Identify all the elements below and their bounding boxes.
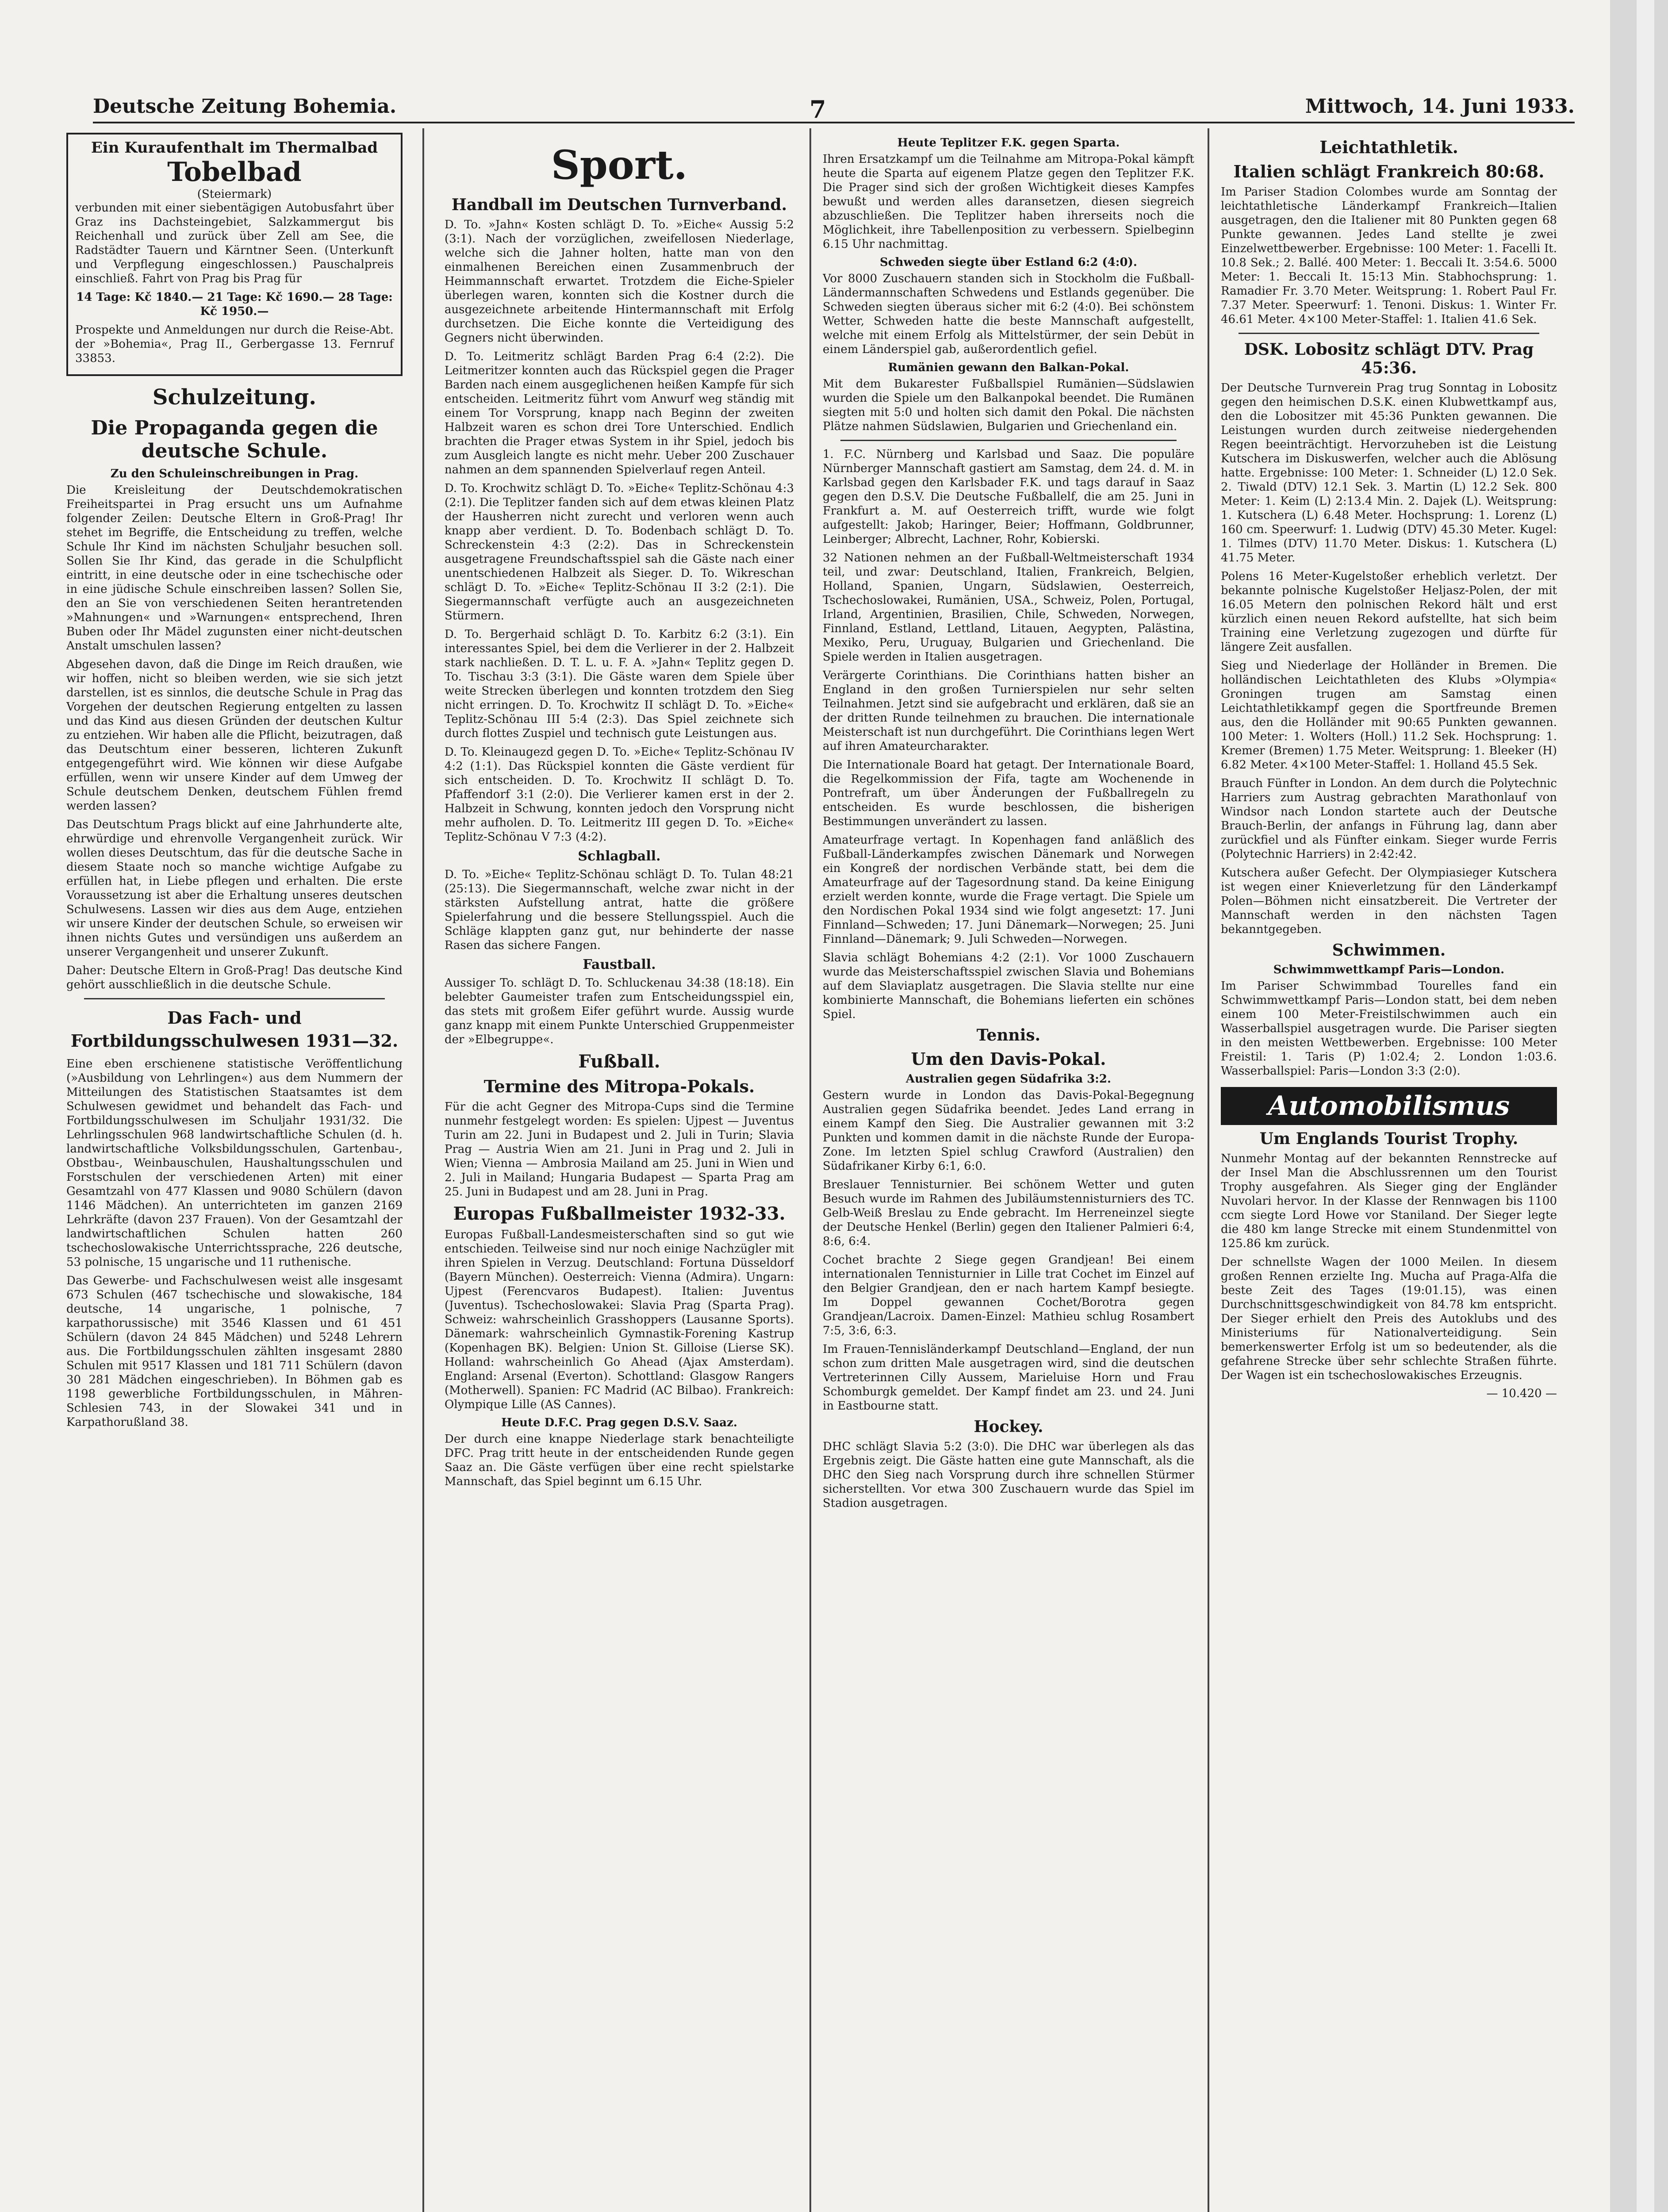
article-paragraph: Breslauer Tennisturnier. Bei schönem Wetter und guten Besuch wurde im Rahmen des Jubiläumstennisturniers des TC. Gelb-Weiß Breslau zu Ende gebracht. Im Herreneinzel siegte der Deutsche Henkel (Berlin) gegen den Italiener Palmieri 6:4, 8:6, 6:4.	[823, 1178, 1194, 1248]
ad-contact: Prospekte und Anmeldungen nur durch die Reise-Abt. der »Bohemia«, Prag II., Gerbergasse 13. Fernruf 33853.	[75, 323, 394, 365]
headline-davis-pokal: Um den Davis-Pokal.	[911, 1049, 1106, 1069]
column-rule	[1208, 128, 1209, 2212]
article-paragraph: Slavia schlägt Bohemians 4:2 (2:1). Vor 1000 Zuschauern wurde das Meisterschaftsspiel zwischen Slavia und Bohemians auf dem Slaviaplatz ausgetragen. Die Slavia stellte nur eine kombinierte Mannschaft, die Bohemians lieferten ein schönes Spiel.	[823, 951, 1194, 1021]
article-paragraph: D. To. Kleinaugezd gegen D. To. »Eiche« Teplitz-Schönau IV 4:2 (1:1). Das Rückspiel konnten die Gäste verdient für sich entscheiden. D. To. Krochwitz II schlägt D. To. Pfaffendorf 3:1 (2:0). Die Verlierer kamen erst in der 2. Halbzeit in Schwung, konnten jedoch den Vorsprung nicht mehr aufholen. D. To. Leitmeritz III gegen D. To. »Eiche« Teplitz-Schönau V 7:3 (4:2).	[445, 745, 794, 844]
article-paragraph: Ihren Ersatzkampf um die Teilnahme am Mitropa-Pokal kämpft heute die Sparta auf eigenem Platze gegen den Teplitzer F.K. Die Prager sind sich der großen Wichtigkeit dieses Kampfes bewußt und werden alles daransetzen, diesen siegreich abzuschließen. Die Teplitzer haben ihrerseits noch die Möglichkeit, ihre Tabellenposition zu verbessern. Spielbeginn 6.15 Uhr nachmittag.	[823, 153, 1194, 251]
article-paragraph: Der durch eine knappe Niederlage stark benachteiligte DFC. Prag tritt heute in der entscheidenden Runde gegen Saaz an. Die Gäste verfügen über eine recht spielstarke Mannschaft, das Spiel beginnt um 6.15 Uhr.	[445, 1432, 794, 1488]
headline-propaganda: Die Propaganda gegen die deutsche Schule.	[91, 417, 378, 462]
heading-australien-suedafrika: Australien gegen Südafrika 3:2.	[905, 1072, 1112, 1086]
article-paragraph: Brauch Fünfter in London. An dem durch die Polytechnic Harriers zum Austrag gebrachten Marathonlauf von Windsor nach London startete auch der Deutsche Brauch-Berlin, der anfangs in Führung lag, dann aber zurückfiel und als Fünfter einkam. Sieger wurde Ferris (Polytechnic Harriers) in 2:42:42.	[1221, 777, 1557, 861]
article-paragraph: Der schnellste Wagen der 1000 Meilen. In diesem großen Rennen erzielte Ing. Mucha auf Praga-Alfa die beste Zeit des Tages (19:01.15), was einen Durchschnittsgeschwindigkeit von 84.78 km entspricht. Der Sieger erhielt den Preis des Autoklubs und des Ministeriums für Nationalverteidigung. Sein bemerkenswerter Erfolg ist um so bedeutender, als die gefahrene Strecke über sehr schlechte Straßen führte. Der Wagen ist ein tschechoslowakisches Erzeugnis.	[1221, 1256, 1557, 1382]
heading-paris-london: Schwimmwettkampf Paris—London.	[1273, 963, 1505, 976]
article-paragraph: D. To. »Eiche« Teplitz-Schönau schlägt D. To. Tulan 48:21 (25:13). Die Siegermannschaft, welche zwar nicht in der stärksten Aufstellung antrat, hatte die größere Spielerfahrung und die bessere Stellungsspiel. Auch die Schläge klappten ganz gut, nur behinderte der nasse Rasen das sichere Fangen.	[445, 868, 794, 952]
article-paragraph: DHC schlägt Slavia 5:2 (3:0). Die DHC war überlegen als das Ergebnis zeigt. Die Gäste hatten eine gute Mannschaft, als die DHC den Sieg nach Vorsprung durch ihre schnellen Stürmer sicherstellten. Vor etwa 300 Zuschauern wurde das Spiel im Stadion ausgetragen.	[823, 1440, 1194, 1510]
heading-teplitz-sparta: Heute Teplitzer F.K. gegen Sparta.	[897, 136, 1120, 150]
article-paragraph: Sieg und Niederlage der Holländer in Bremen. Die holländischen Leichtathleten des Klubs »Olympia« Groningen trugen am Samstag einen Leichtathletikkampf gegen die Sportfreunde Bremen aus, den die Holländer mit 90:65 Punkten gewannen. 100 Meter: 1. Wolters (Holl.) 11.2 Sek. Hochsprung: 1. Kremer (Bremen) 1.75 Meter. Weitsprung: 1. Bleeker (H) 6.82 Meter. 4×100 Meter-Staffel: 1. Holland 45.5 Sek.	[1221, 659, 1557, 772]
article-paragraph: D. To. Leitmeritz schlägt Barden Prag 6:4 (2:2). Die Leitmeritzer konnten auch das Rückspiel gegen die Prager Barden nach einem ausgeglichenen heißen Kampfe für sich entscheiden. Leitmeritz führt vom Anwurf weg ständig mit einem Tor Vorsprung, knapp nach Beginn der zweiten Halbzeit waren es schon drei Tore Unterschied. Endlich brachten die Prager etwas System in ihr Spiel, jedoch bis zum Ausgleich langte es nicht mehr. Ueber 200 Zuschauer nahmen an dem spannenden Spielverlauf regen Anteil.	[445, 350, 794, 476]
headline-lobositz-dtv: DSK. Lobositz schlägt DTV. Prag 45:36.	[1244, 340, 1534, 377]
column-1	[66, 133, 403, 2212]
article-paragraph: Im Frauen-Tennisländerkampf Deutschland—England, der nun schon zum dritten Male ausgetragen wird, sind die deutschen Vertreterinnen Cilly Aussem, Marieluise Horn und Frau Schomburgk gemeldet. Der Kampf findet am 23. und 24. Juni in Eastbourne statt.	[823, 1343, 1194, 1413]
header-date: Mittwoch, 14. Juni 1933.	[1305, 95, 1575, 118]
headline-italien-frankreich: Italien schlägt Frankreich 80:68.	[1233, 161, 1545, 181]
scan-edge-bar	[1637, 0, 1654, 2212]
heading-schweden-estland: Schweden siegte über Estland 6:2 (4:0).	[880, 256, 1137, 269]
article-paragraph: Im Pariser Stadion Colombes wurde am Sonntag der leichtathletische Länderkampf Frankreich—Italien ausgetragen, den die Italiener mit 80 Punkten gegen 68 Punkte gewannen. Jedes Land stellte je zwei Einzelwettbewerber. Ergebnisse: 100 Meter: 1. Facelli It. 10.8 Sek.; 2. Ballé. 400 Meter: 1. Beccali It. 3:54.6. 5000 Meter: 1. Beccali It. 15:13 Min. Stabhochsprung: 1. Ramadier Fr. 3.70 Meter. Weitsprung: 1. Robert Paul Fr. 7.37 Meter. Speerwurf: 1. Tenoni. Diskus: 1. Winter Fr. 46.61 Meter. 4×100 Meter-Staffel: 1. Italien 41.6 Sek.	[1221, 185, 1557, 326]
ad-text: verbunden mit einer siebentägigen Autobusfahrt über Graz ins Dachsteingebiet, Salzkammergut bis Reichenhall und zurück über Zell am See, die Radstädter Tauern und Kärntner Seen. (Unterkunft und Verpflegung eingeschlossen.) Pauschalpreis einschließ. Fahrt von Prag bis Prag für	[75, 201, 394, 285]
headline-tourist-trophy: Um Englands Tourist Trophy.	[1259, 1129, 1518, 1148]
column-rule	[422, 128, 424, 2212]
article-paragraph: Verärgerte Corinthians. Die Corinthians hatten bisher an England in den großen Turnierspielen nur sehr selten Teilnahmen. Jetzt sind sie aufgebracht und erklären, daß sie an der dritten Runde teilnehmen zu brauchen. Die internationale Meisterschaft ist nun durchgeführt. Die Corinthians legen Wert auf ihren Amateurcharakter.	[823, 669, 1194, 753]
section-schulzeitung: Schulzeitung.	[152, 385, 317, 410]
article-paragraph: Daher: Deutsche Eltern in Groß-Prag! Das deutsche Kind gehört ausschließlich in die deutsche Schule.	[66, 964, 403, 991]
article-paragraph: Der Deutsche Turnverein Prag trug Sonntag in Lobositz gegen den heimischen D.S.K. einen Klubwettkampf aus, den die Lobositzer mit 45:36 Punkten gewannen. Die Leistungen wurden durch zeitweise niedergehenden Regen beeinträchtigt. Hervorzuheben ist die Leistung Kutschera im Diskuswerfen, welcher auch die Ablösung hatte. Ergebnisse: 100 Meter: 1. Schneider (L) 12.0 Sek. 2. Tiwald (DTV) 12.1 Sek. 3. Martin (L) 12.2 Sek. 800 Meter: 1. Keim (L) 2:13.4 Min. 2. Dajek (L). Weitsprung: 1. Kutschera (L) 6.48 Meter. Hochsprung: 1. Lorenz (L) 160 cm. Speerwurf: 1. Ludwig (DTV) 45.30 Meter. Kugel: 1. Tilmes (DTV) 11.70 Meter. Diskus: 1. Kutschera (L) 41.75 Meter.	[1221, 381, 1557, 565]
article-paragraph: Die Kreisleitung der Deutschdemokratischen Freiheitspartei in Prag ersucht uns um Aufnahme folgender Zeilen: Deutsche Eltern in Groß-Prag! Ihr stehet im Begriffe, die Entscheidung zu treffen, welche Schule Ihr Kind im nächsten Schuljahr besuchen soll. Sollen Sie Ihr Kind, das gerade in die Schulpflicht eintritt, in eine deutsche oder in eine tschechische oder in eine jüdische Schule einschreiben lassen? Sollen Sie, den an Sie von verschiedenen Seiten herantretenden »Mahnungen« und »Warnungen« entsprechend, Ihren Buben oder Ihr Mädel zugunsten einer nicht-deutschen Anstalt umschulen lassen?	[66, 484, 403, 653]
headline-fussballmeister: Europas Fußballmeister 1932-33.	[453, 1203, 786, 1224]
subheading-schuleinschreibungen: Zu den Schuleinschreibungen in Prag.	[110, 467, 359, 480]
column-3	[823, 133, 1194, 2212]
article-paragraph: Das Gewerbe- und Fachschulwesen weist alle insgesamt 673 Schulen (467 tschechische und slowakische, 184 deutsche, 14 ungarische, 1 polnische, 7 karpathorussische) mit 3546 Klassen und 61 451 Schülern (davon 24 845 Mädchen) und 5248 Lehrern aus. Die Fortbildungsschulen zählten insgesamt 2880 Schulen mit 9517 Klassen und 181 711 Schülern (davon 30 281 Mädchen eingeschrieben). In Böhmen gab es 1198 gewerbliche Fortbildungsschulen, in Mähren-Schlesien 743, in der Slowakei 341 und in Karpathorußland 38.	[66, 1274, 403, 1429]
article-paragraph: Aussiger To. schlägt D. To. Schluckenau 34:38 (18:18). Ein belebter Gaumeister trafen zum Entscheidungsspiel ein, das stets mit großem Eifer geführt wurde. Aussig wurde ganz knapp mit einem Punkte Unterschied Gruppenmeister der »Elbegruppe«.	[445, 976, 794, 1046]
article-paragraph: Die Internationale Board hat getagt. Der Internationale Board, die Regelkommission der Fifa, tagte am Wochenende in Pontrefraft, um über Änderungen der Fußballregeln zu entscheiden. Es wurde beschlossen, die bisherigen Bestimmungen unverändert zu lassen.	[823, 758, 1194, 828]
column-rule	[809, 128, 811, 2212]
article-paragraph: D. To. Krochwitz schlägt D. To. »Eiche« Teplitz-Schönau 4:3 (2:1). Die Teplitzer fanden sich auf dem etwas kleinen Platz der Hausherren nicht zurecht und verloren wenn auch knapp aber verdient. D. To. Bodenbach schlägt D. To. Schreckenstein 4:3 (2:2). Das in Schreckenstein ausgetragene Freundschaftsspiel sah die Gäste nach einer unentschiedenen Halbzeit als Sieger. D. To. Wikreschan schlägt D. To. »Eiche« Teplitz-Schönau II 3:2 (2:1). Die Siegermannschaft verfügte auch an ausgezeichneten Stürmern.	[445, 482, 794, 622]
article-paragraph: Mit dem Bukarester Fußballspiel Rumänien—Südslawien wurden die Spiele um den Balkanpokal beendet. Die Rumänen siegten mit 5:0 und holten sich damit den Pokal. Die nächsten Plätze nahmen Südslawien, Bulgarien und Griechenland ein.	[823, 377, 1194, 433]
heading-schwimmen: Schwimmen.	[1332, 941, 1446, 960]
separator	[84, 998, 385, 999]
headline-handball: Handball im Deutschen Turnverband.	[451, 196, 787, 214]
article-paragraph: Polens 16 Meter-Kugelstoßer erheblich verletzt. Der bekannte polnische Kugelstoßer Heljasz-Polen, der mit 16.05 Metern den polnischen Rekord hält und erst kürzlich einen neuen Rekord aufstellte, hat sich beim Training eine Verletzung zugezogen und dürfte für längere Zeit ausfallen.	[1221, 570, 1557, 654]
header-paper-name: Deutsche Zeitung Bohemia.	[93, 95, 397, 118]
separator	[1239, 333, 1539, 334]
page-header	[93, 95, 1575, 123]
article-paragraph: Europas Fußball-Landesmeisterschaften sind so gut wie entschieden. Teilweise sind nur noch einige Nachzügler mit ihren Spielen in Verzug. Deutschland: Fortuna Düsseldorf (Bayern München). Oesterreich: Vienna (Admira). Ungarn: Ujpest (Ferencvaros Budapest). Italien: Juventus (Juventus). Tschechoslowakei: Slavia Prag (Sparta Prag). Schweiz: wahrscheinlich Grasshoppers (Lausanne Sports). Dänemark: wahrscheinlich Gymnastik-Forening Kastrup (Kopenhagen BK). Belgien: Union St. Gilloise (Lierse SK). Holland: wahrscheinlich Go Ahead (Ajax Amsterdam). England: Arsenal (Everton). Schottland: Glasgow Rangers (Motherwell). Spanien: FC Madrid (AC Bilbao). Frankreich: Olympique Lille (AS Cannes).	[445, 1228, 794, 1411]
advertisement-tobelbad	[66, 133, 403, 376]
ad-line1: Ein Kuraufenthalt im Thermalbad	[91, 139, 378, 157]
footer-number: — 10.420 —	[1486, 1387, 1557, 1400]
article-paragraph: Gestern wurde in London das Davis-Pokal-Begegnung Australien gegen Südafrika beendet. Jedes Land errang in einem Kampf den Sieg. Die Australier gewannen mit 3:2 Punkten und kommen damit in die nächste Runde der Europa-Zone. Im letzten Spiel schlug Crawford (Australien) den Südafrikaner Kirby 6:1, 6:0.	[823, 1089, 1194, 1173]
article-paragraph: D. To. »Jahn« Kosten schlägt D. To. »Eiche« Aussig 5:2 (3:1). Nach der vorzüglichen, zweifellosen Niederlage, welche sich die Jahner holten, hatte man von den einmalhenen Bereichen einen Zusammenbruch der Heimmannschaft erwartet. Trotzdem die Eiche-Spieler überlegen waren, konnten sich die Kostner durch die ausgezeichnete arbeitende Hintermannschaft mit Erfolg durchsetzen. Die Eiche konnte die Verteidigung des Gegners nicht überwinden.	[445, 218, 794, 345]
heading-leichtathletik: Leichtathletik.	[1319, 137, 1458, 157]
article-paragraph: 32 Nationen nehmen an der Fußball-Weltmeisterschaft 1934 teil, und zwar: Deutschland, Italien, Frankreich, Belgien, Holland, Spanien, Ungarn, Südslawien, Oesterreich, Tschechoslowakei, Rumänien, USA., Schweiz, Polen, Portugal, Irland, Argentinien, Brasilien, Chile, Schweden, Norwegen, Finnland, Estland, Lettland, Litauen, Aegypten, Palästina, Mexiko, Peru, Uruguay, Bulgarien und Griechenland. Die Spiele werden in Italien ausgetragen.	[823, 551, 1194, 664]
heading-hockey: Hockey.	[974, 1417, 1043, 1436]
ad-title: Tobelbad	[167, 157, 302, 188]
heading-dfc-saaz: Heute D.F.C. Prag gegen D.S.V. Saaz.	[501, 1416, 737, 1429]
article-paragraph: Cochet brachte 2 Siege gegen Grandjean! Bei einem internationalen Tennisturnier in Lille trat Cochet im Einzel auf den Belgier Grandjean, den er nach hartem Kampf besiegte. Im Doppel gewannen Cochet/Borotra gegen Grandjean/Lacroix. Damen-Einzel: Mathieu schlug Rosambert 7:5, 3:6, 6:3.	[823, 1253, 1194, 1337]
article-paragraph: D. To. Bergerhaid schlägt D. To. Karbitz 6:2 (3:1). Ein interessantes Spiel, bei dem die Verlierer in der 2. Halbzeit stark nachließen. D. T. L. u. F. A. »Jahn« Teplitz gegen D. To. Tischau 3:3 (3:1). Die Gäste waren dem Spiele über weite Strecken überlegen und konnten trotzdem den Sieg nicht erringen. D. To. Krochwitz II schlägt D. To. »Eiche« Teplitz-Schönau III 5:4 (2:3). Das Spiel zeichnete sich durch flottes Zuspiel und technisch gute Leistungen aus.	[445, 628, 794, 740]
headline-mitropa: Termine des Mitropa-Pokals.	[483, 1076, 755, 1096]
separator	[840, 440, 1177, 441]
article-paragraph: Abgesehen davon, daß die Dinge im Reich draußen, wie wir hoffen, nicht so bleiben werden, wie sie sich jetzt darstellen, ist es sinnlos, die deutsche Schule in Prag das Vorgehen der deutschen Regierung entgelten zu lassen und das Kind aus diesen Gründen der deutschen Kultur zu entziehen. Wir haben alle die Pflicht, beizutragen, daß das Deutschtum einer besseren, lichteren Zukunft entgegengeführt wird. Wie können wir diese Aufgabe erfüllen, wenn wir unsere Kinder auf dem Umweg der Schule deutschem Denken, deutschem Fühlen fremd werden lassen?	[66, 658, 403, 813]
article-paragraph: Nunmehr Montag auf der bekannten Rennstrecke auf der Insel Man die Abschlussrennen um den Tourist Trophy ausgefahren. Als Sieger ging der Engländer Nuvolari hervor. In der Klasse der Rennwagen bis 1100 ccm siegte Lord Howe vor Staniland. Der Sieger legte die 480 km lange Strecke mit einem Stundenmittel von 125.86 km zurück.	[1221, 1152, 1557, 1250]
heading-schlagball: Schlagball.	[578, 849, 661, 864]
article-paragraph: Für die acht Gegner des Mitropa-Cups sind die Termine nunmehr festgelegt worden: Es spielen: Ujpest — Juventus Turin am 22. Juni in Budapest und 2. Juli in Turin; Slavia Prag — Austria Wien am 21. Juni in Prag und 2. Juli in Wien; Vienna — Ambrosia Mailand am 25. Juni in Wien und 2. Juli in Mailand; Hungaria Budapest — Sparta Prag am 25. Juni in Budapest und am 28. Juni in Prag.	[445, 1100, 794, 1198]
article-paragraph: Das Deutschtum Prags blickt auf eine Jahrhunderte alte, ehrwürdige und ehrenvolle Vergangenheit zurück. Wir wollen dieses Deutschtum, das für die deutsche Sache in diesem Staate noch so manche wichtige Aufgabe zu erfüllen hat, in Liebe pflegen und erhalten. Die erste Voraussetzung ist aber die Erhaltung unseres deutschen Schulwesens. Lassen wir dies aus dem Auge, entziehen wir unsere Kinder der deutschen Schule, so erweisen wir ihnen nichts Gutes und versündigen uns außerdem an unserer Vergangenheit und unserer Zukunft.	[66, 818, 403, 959]
article-paragraph: Amateurfrage vertagt. In Kopenhagen fand anläßlich des Fußball-Länderkampfes zwischen Dänemark und Norwegen ein Kongreß der nordischen Verbände statt, bei dem die Amateurfrage auf der Tagesordnung stand. Da keine Einigung erzielt werden konnte, wurde die Frage vertagt. Die Spiele um den Nordischen Pokal 1934 sind wie folgt angesetzt: 17. Juni Finnland—Schweden; 17. Juni Dänemark—Norwegen; 25. Juni Finnland—Dänemark; 9. Juli Schweden—Norwegen.	[823, 833, 1194, 946]
section-sport: Sport.	[551, 142, 688, 188]
heading-fussball: Fußball.	[578, 1051, 660, 1072]
article-paragraph: Kutschera außer Gefecht. Der Olympiasieger Kutschera ist wegen einer Knieverletzung für den Länderkampf Polen—Böhmen nicht einsatzbereit. Die Vertreter der Mannschaft werden in den nächsten Tagen bekanntgegeben.	[1221, 866, 1557, 936]
article-paragraph: Vor 8000 Zuschauern standen sich in Stockholm die Fußball-Ländermannschaften Schwedens und Estlands gegenüber. Die Schweden siegten überaus sicher mit 6:2 (4:0). Bei schönstem Wetter, Schweden hatte die beste Mannschaft aufgestellt, welche mit einem Erfolg als Mittelstürmer, der sein Debüt in einem Länderspiel gab, außerordentlich gefiel.	[823, 272, 1194, 356]
article-paragraph: Eine eben erschienene statistische Veröffentlichung (»Ausbildung von Lehrlingen«) aus dem Nummern der Mitteilungen des Statistischen Staatsamtes ist dem Schulwesen gewidmet und behandelt das Fach- und Fortbildungsschulwesen im Schuljahr 1931/32. Die Lehrlingsschulen 968 landwirtschaftliche Schulen (d. h. landwirtschaftliche Volksbildungsschulen, Gartenbau-, Obstbau-, Weinbauschulen, Haushaltungsschulen und Forstschulen der verschiedenen Arten) mit einer Gesamtzahl von 477 Klassen und 9080 Schülern (davon 1146 Mädchen). An unterrichteten im ganzen 2169 Lehrkräfte (davon 237 Frauen). Von der Gesamtzahl der landwirtschaftlichen Schulen hatten 260 tschechoslowakische Unterrichtssprache, 226 deutsche, 53 polnische, 15 ungarische und 11 ruthenische.	[66, 1057, 403, 1269]
banner-automobilismus: Automobilismus	[1221, 1087, 1557, 1125]
ad-prices: 14 Tage: Kč 1840.— 21 Tage: Kč 1690.— 28 Tage: Kč 1950.—	[76, 291, 393, 318]
article-paragraph: 1. F.C. Nürnberg und Karlsbad und Saaz. Die populäre Nürnberger Mannschaft gastiert am Samstag, dem 24. d. M. in Karlsbad gegen den Karlsbader F.K. und tags darauf in Saaz gegen den D.S.V. Die Deutsche Fußballelf, die am 25. Juni in Frankfurt a. M. auf Oesterreich trifft, wurde wie folgt aufgestellt: Jakob; Haringer, Beier; Hoffmann, Goldbrunner, Leinberger; Albrecht, Lachner, Rohr, Kobierski.	[823, 448, 1194, 546]
column-2	[445, 133, 794, 2212]
scan-edge-strip	[1610, 0, 1668, 2212]
heading-tennis: Tennis.	[976, 1026, 1041, 1045]
ad-line3: (Steiermark)	[197, 188, 272, 201]
heading-faustball: Faustball.	[583, 957, 656, 972]
article-paragraph: Im Pariser Schwimmbad Tourelles fand ein Schwimmwettkampf Paris—London statt, bei dem neben einem 100 Meter-Freistilschwimmen auch ein Wasserballspiel ausgetragen wurde. Die Pariser siegten in den meisten Wettbewerben. Ergebnisse: 100 Meter Freistil: 1. Taris (P) 1:02.4; 2. London 1:03.6. Wasserballspiel: Paris—London 3:3 (2:0).	[1221, 979, 1557, 1078]
column-4	[1221, 133, 1557, 2212]
headline-fachschulwesen: Das Fach- und Fortbildungsschulwesen 1931—32.	[70, 1008, 399, 1051]
header-page-number: 7	[809, 95, 826, 123]
heading-balkan-pokal: Rumänien gewann den Balkan-Pokal.	[888, 361, 1129, 374]
